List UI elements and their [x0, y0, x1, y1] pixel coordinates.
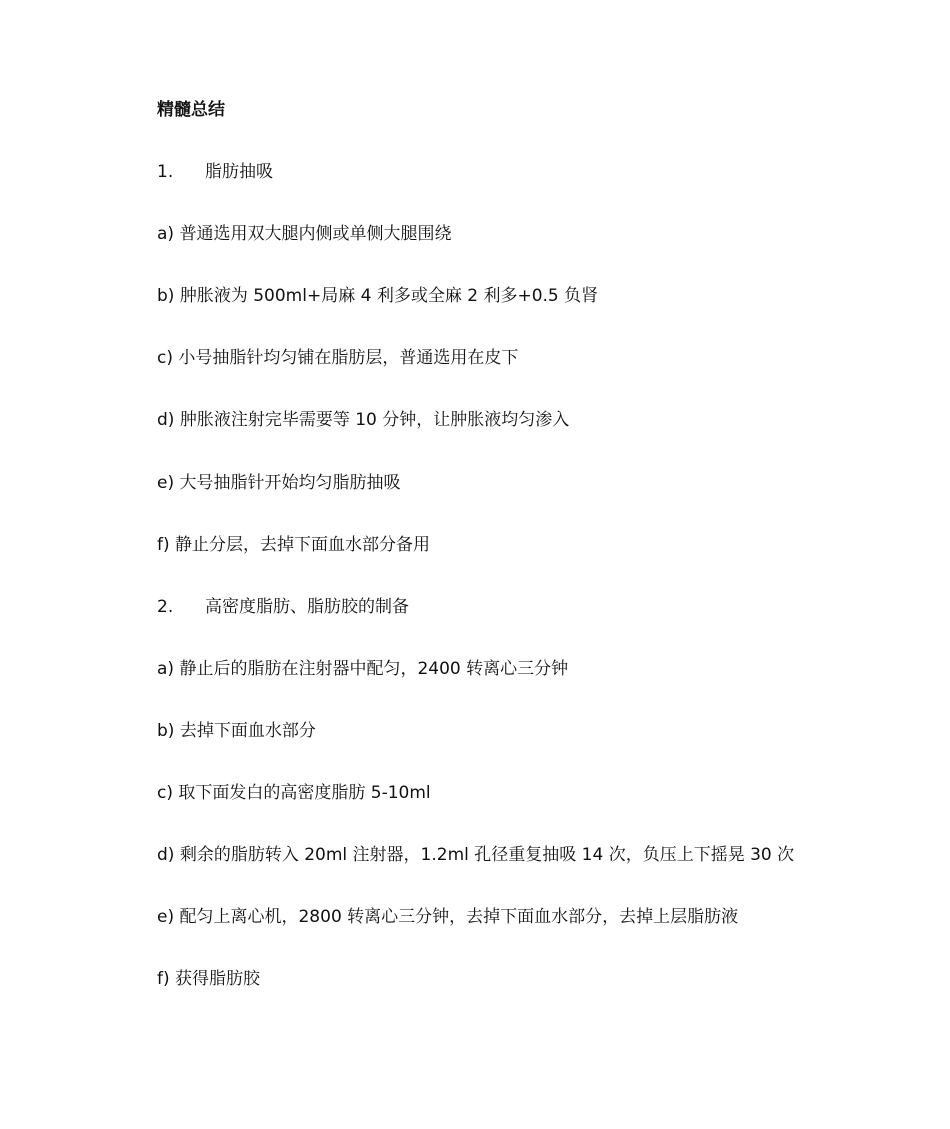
section-1-item-d: d) 肿胀液注射完毕需要等 10 分钟，让肿胀液均匀渗入 — [157, 410, 570, 430]
section-2-item-e: e) 配匀上离心机，2800 转离心三分钟，去掉下面血水部分，去掉上层脂肪液 — [157, 907, 739, 927]
section-2-item-a: a) 静止后的脂肪在注射器中配匀，2400 转离心三分钟 — [157, 659, 569, 679]
section-2-item-c: c) 取下面发白的高密度脂肪 5-10ml — [157, 783, 431, 803]
document-title: 精髓总结 — [157, 100, 225, 120]
section-1-item-a: a) 普通选用双大腿内侧或单侧大腿围绕 — [157, 224, 452, 244]
section-2-number: 2. — [157, 597, 174, 617]
section-1-item-f: f) 静止分层，去掉下面血水部分备用 — [157, 535, 431, 555]
section-2-item-b: b) 去掉下面血水部分 — [157, 721, 316, 741]
section-1-title: 脂肪抽吸 — [205, 162, 273, 182]
section-2-item-d: d) 剩余的脂肪转入 20ml 注射器，1.2ml 孔径重复抽吸 14 次，负压上下摇晃 30 次 — [157, 845, 795, 865]
section-1-item-c: c) 小号抽脂针均匀铺在脂肪层，普通选用在皮下 — [157, 348, 519, 368]
section-2-title: 高密度脂肪、脂肪胶的制备 — [205, 597, 409, 617]
section-1-item-b: b) 肿胀液为 500ml+局麻 4 利多或全麻 2 利多+0.5 负肾 — [157, 286, 599, 306]
section-2-item-f: f) 获得脂肪胶 — [157, 969, 261, 989]
section-1-number: 1. — [157, 162, 174, 182]
section-1-item-e: e) 大号抽脂针开始均匀脂肪抽吸 — [157, 473, 401, 493]
section-1-heading — [157, 160, 273, 184]
section-2-heading — [157, 595, 409, 619]
